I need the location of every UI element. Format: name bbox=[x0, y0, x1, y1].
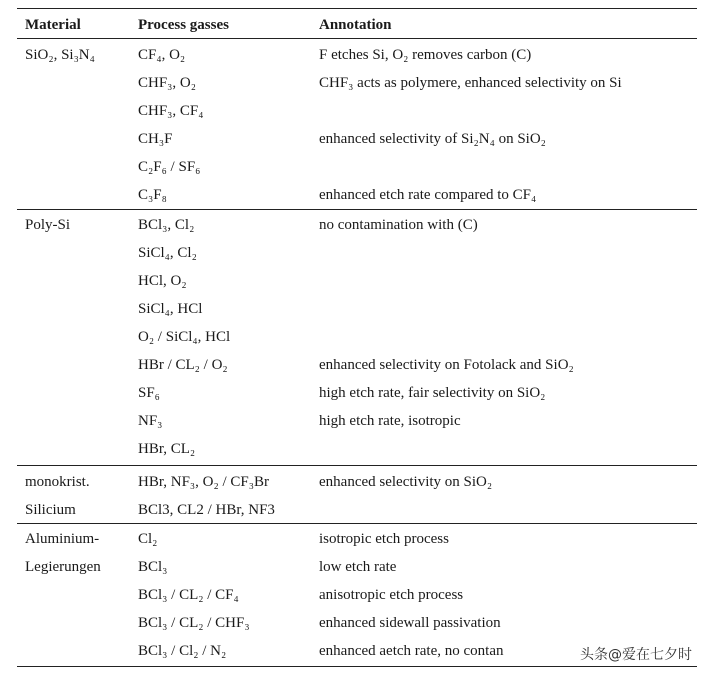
table-row bbox=[17, 553, 697, 581]
gasses-cell: Cl₂ bbox=[138, 531, 158, 547]
table-row bbox=[17, 496, 697, 524]
gasses-cell: CH₃F bbox=[138, 131, 173, 147]
table-row bbox=[17, 211, 697, 239]
material-cell: SiO₂, Si₃N₄ bbox=[25, 47, 95, 63]
annotation-cell: anisotropic etch process bbox=[319, 587, 464, 603]
gasses-cell: SiCl₄, Cl₂ bbox=[138, 245, 197, 261]
gasses-cell: C₃F₈ bbox=[138, 187, 167, 203]
gasses-cell: HBr, NF₃, O₂ / CF₃Br bbox=[138, 474, 269, 490]
annotation-cell: low etch rate bbox=[319, 559, 397, 575]
gasses-cell: SiCl₄, HCl bbox=[138, 301, 203, 317]
table-row bbox=[17, 153, 697, 181]
annotation-cell: high etch rate, fair selectivity on SiO₂ bbox=[319, 385, 546, 401]
annotation-cell: enhanced selectivity on Fotolack and SiO₂ bbox=[319, 357, 574, 373]
annotation-cell: isotropic etch process bbox=[319, 531, 449, 547]
table-row bbox=[17, 407, 697, 435]
header-row bbox=[17, 11, 697, 39]
gasses-cell: BCl3, CL2 / HBr, NF3 bbox=[138, 502, 275, 518]
header-annotation: Annotation bbox=[319, 17, 392, 33]
table-row bbox=[17, 181, 697, 209]
annotation-cell: enhanced selectivity of Si₂N₄ on SiO₂ bbox=[319, 131, 546, 147]
group-rule bbox=[17, 523, 697, 524]
annotation-cell: enhanced selectivity on SiO₂ bbox=[319, 474, 493, 490]
gasses-cell: SF₆ bbox=[138, 385, 160, 401]
annotation-cell: enhanced aetch rate, no contan bbox=[319, 643, 504, 659]
table-row bbox=[17, 351, 697, 379]
table-row bbox=[17, 379, 697, 407]
gasses-cell: CF₄, O₂ bbox=[138, 47, 186, 63]
table-row bbox=[17, 435, 697, 463]
gasses-cell: HBr / CL₂ / O₂ bbox=[138, 357, 228, 373]
header-rule bbox=[17, 38, 697, 39]
annotation-cell: no contamination with (C) bbox=[319, 217, 478, 233]
annotation-cell: CHF₃ acts as polymere, enhanced selectivity on Si bbox=[319, 75, 622, 91]
header-material: Material bbox=[25, 17, 81, 33]
watermark-text: 头条@爱在七夕时 bbox=[576, 644, 696, 664]
gasses-cell: CHF₃, CF₄ bbox=[138, 103, 204, 119]
group-rule bbox=[17, 209, 697, 210]
annotation-cell: enhanced etch rate compared to CF₄ bbox=[319, 187, 537, 203]
annotation-cell: enhanced sidewall passivation bbox=[319, 615, 501, 631]
table-row bbox=[17, 581, 697, 609]
table-row bbox=[17, 267, 697, 295]
header-process-gasses: Process gasses bbox=[138, 17, 229, 33]
gasses-cell: C₂F₆ / SF₆ bbox=[138, 159, 201, 175]
table-row bbox=[17, 125, 697, 153]
top-rule bbox=[17, 8, 697, 9]
gasses-cell: HCl, O₂ bbox=[138, 273, 187, 289]
table-row bbox=[17, 239, 697, 267]
gasses-cell: BCl₃ bbox=[138, 559, 168, 575]
table-row bbox=[17, 41, 697, 69]
gasses-cell: O₂ / SiCl₄, HCl bbox=[138, 329, 231, 345]
table-row bbox=[17, 609, 697, 637]
annotation-cell: high etch rate, isotropic bbox=[319, 413, 461, 429]
gasses-cell: BCl₃, Cl₂ bbox=[138, 217, 195, 233]
table-row bbox=[17, 323, 697, 351]
material-cell: Legierungen bbox=[25, 559, 101, 575]
material-cell: Silicium bbox=[25, 502, 76, 518]
table-row bbox=[17, 97, 697, 125]
material-cell: monokrist. bbox=[25, 474, 90, 490]
annotation-cell: F etches Si, O₂ removes carbon (C) bbox=[319, 47, 532, 63]
table-row bbox=[17, 295, 697, 323]
gasses-cell: NF₃ bbox=[138, 413, 163, 429]
gasses-cell: BCl₃ / CL₂ / CHF₃ bbox=[138, 615, 250, 631]
table-row bbox=[17, 468, 697, 496]
gasses-cell: CHF₃, O₂ bbox=[138, 75, 196, 91]
gasses-cell: BCl₃ / Cl₂ / N₂ bbox=[138, 643, 227, 659]
table-row bbox=[17, 525, 697, 553]
group-rule bbox=[17, 465, 697, 466]
material-cell: Aluminium- bbox=[25, 531, 100, 547]
table-row bbox=[17, 69, 697, 97]
gasses-cell: BCl₃ / CL₂ / CF₄ bbox=[138, 587, 239, 603]
bottom-rule bbox=[17, 666, 697, 667]
material-cell: Poly-Si bbox=[25, 217, 71, 233]
gasses-cell: HBr, CL₂ bbox=[138, 441, 196, 457]
